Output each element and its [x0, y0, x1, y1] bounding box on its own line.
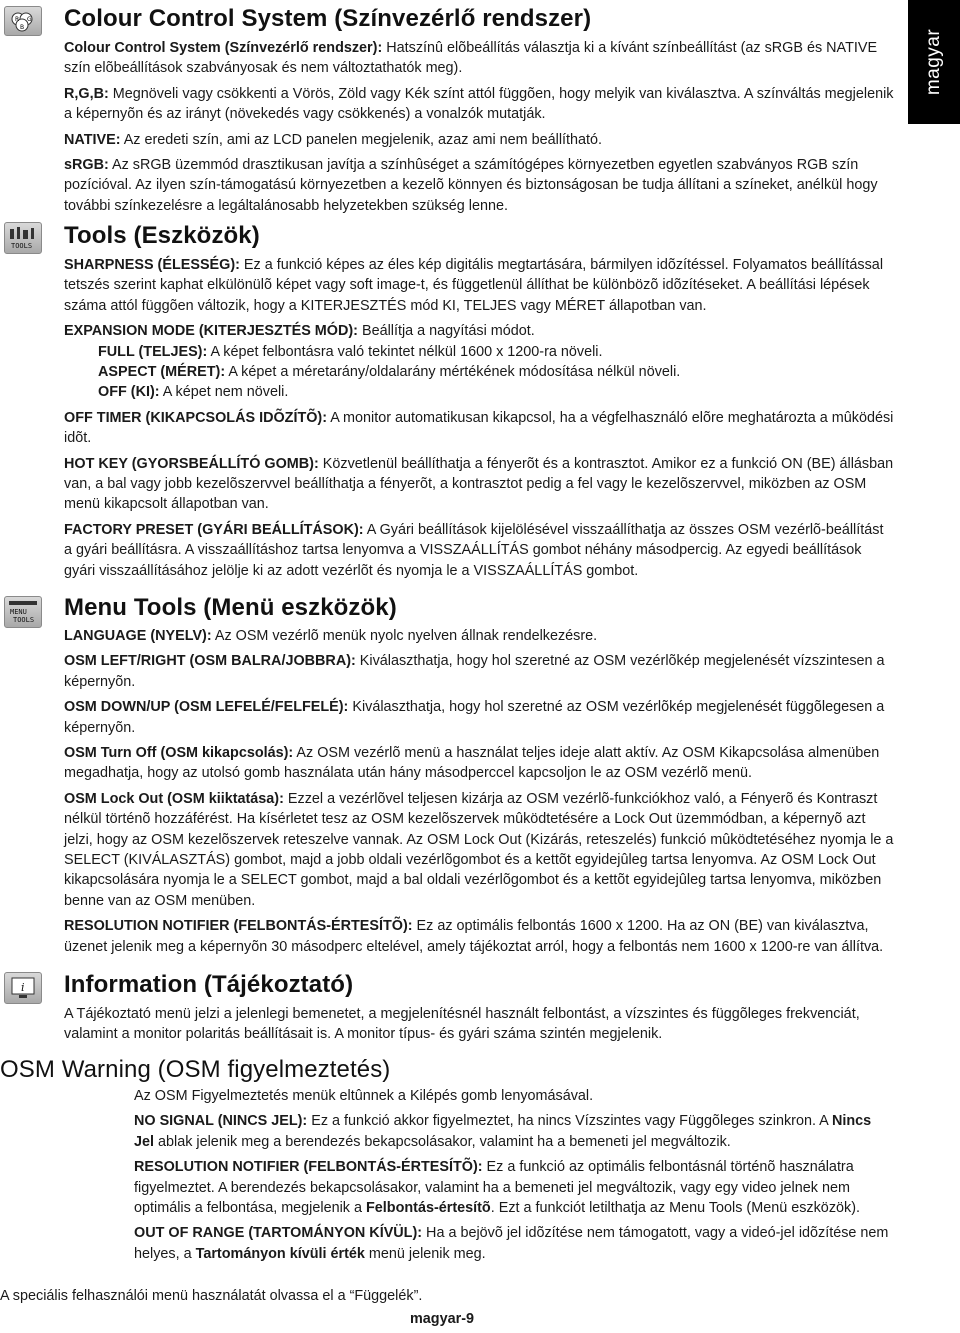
paragraph: [64, 255, 894, 316]
text: A Gyári beállítások kijelölésével visszaállíthatja az összes OSM vezérlõ-beállítást a gyári beállításra. A visszaállításhoz tartsa lenyomva a VISSZAÁLLÍTÁS gombot néhány másodpercig. Az egyedi beállítások gyári visszaállításához jelölje ki az adott vezérlõt és nyomja le a VISSZAÁLLÍTÁS gombot.: [64, 521, 884, 579]
paragraph: [64, 697, 894, 738]
term: NATIVE:: [64, 131, 121, 148]
text: Az sRGB üzemmód drasztikusan javítja a színhûséget a számítógépes környezetben egyetlen szabványos RGB szín pozícióval. Az ilyen szín-támogatású környezetben a kezelõ könnyen és biztonságosan be tudja állítani a színeket, anélkül hogy további színkezelésre a legáltalánosabb helyzetekben szükség lenne.: [64, 157, 878, 214]
term: OSM LEFT/RIGHT (OSM BALRA/JOBBRA):: [64, 653, 356, 670]
svg-text:TOOLS: TOOLS: [11, 242, 33, 250]
paragraph: [134, 1223, 894, 1264]
term: NO SIGNAL (NINCS JEL):: [134, 1113, 308, 1130]
svg-text:MENU: MENU: [10, 608, 27, 616]
rgb-icon: [4, 6, 42, 36]
paragraph: [64, 520, 894, 581]
term: OSM Lock Out (OSM kiiktatása):: [64, 790, 284, 807]
paragraph: [64, 454, 894, 515]
svg-text:TOOLS: TOOLS: [13, 616, 35, 624]
svg-text:R: R: [15, 16, 20, 23]
term: FULL (TELJES):: [98, 343, 208, 360]
page-number: magyar-9: [410, 1311, 474, 1327]
text: A képet felbontásra való tekintet nélkül 1600 x 1200-ra növeli.: [207, 343, 603, 360]
section-title-colour-control: Colour Control System (Színvezérlő rendszer): [64, 5, 592, 32]
svg-text:B: B: [20, 24, 25, 31]
section-title-osm-warning: OSM Warning (OSM figyelmeztetés): [0, 1056, 391, 1083]
term: OFF (KI):: [98, 384, 160, 401]
paragraph: A Tájékoztató menü jelzi a jelenlegi bemenetet, a megjelenítésnél használt felbontást, a vízszintes és függõleges frekvenciát, valamint a monitor polaritás beállításait is. A monitor típus- és gyári száma szintén megjelenik.: [64, 1006, 860, 1043]
paragraph: [64, 626, 894, 646]
language-tab-label: magyar: [923, 28, 945, 96]
text: Az eredeti szín, ami az LCD panelen megjelenik, azaz ami nem beállítható.: [120, 131, 603, 148]
term: OFF TIMER (KIKAPCSOLÁS IDÕZÍTÕ):: [64, 409, 328, 426]
text: Kiválaszthatja, hogy hol szeretné az OSM vezérlõkép megjelenését vízszintesen a képernyõn.: [64, 653, 885, 690]
language-side-tab: [908, 0, 960, 124]
text: Ezzel a vezérlõvel teljesen kizárja az OSM vezérlõ-funkciókhoz való, a Fényerõ és Kontraszt nélkül történõ hozzáférést. Ha kísérletet tesz az OSM kezelõszervek mûködtetésére a Lock Out üzemmódban, a képernyõ azt jelzi, hogy az OSM kezelõszervek reteszelve vannak. Az OSM Lock Out (Kizárás, reteszelés) funkció mûködtetéséhez nyomja le a SELECT (KIVÁLASZTÁS) gombot, majd a jobb oldali vezérlõgombot és a kettõt egyidejûleg tartsa lenyomva. Az OSM Lock Out kikapcsolására nyomja le a SELECT gombot, majd a bal oldali vezérlõgombot és a kettõt egyidejûleg tartsa lenyomva, miközben benne van az OSM menüben.: [64, 790, 894, 909]
term: RESOLUTION NOTIFIER (FELBONTÁS-ÉRTESÍTÕ):: [64, 918, 413, 935]
term: Nincs Jel: [134, 1113, 872, 1150]
text: Megnöveli vagy csökkenti a Vörös, Zöld vagy Kék színt attól függõen, hogy melyik van kiválasztva. A színváltás megjelenik a képernyõn és az irányt (növekedés vagy csökkenés) a vonalzók mutatják.: [64, 85, 894, 123]
term: R,G,B:: [64, 85, 109, 102]
term: EXPANSION MODE (KITERJESZTÉS MÓD):: [64, 323, 358, 340]
information-icon: [4, 972, 42, 1004]
text: Közvetlenül beállíthatja a fényerõt és a kontrasztot. Amikor ez a funkció ON (BE) állásban van, a bal vagy jobb kezelõszervvel beállíthatja a fényerõt, a kontrasztot pedig a fel vagy le kezelõszervvel, miközben az OSM menü kikapcsolt állapotban van.: [64, 455, 894, 513]
text: A monitor automatikusan kikapcsol, ha a végfelhasználó elõre meghatározta a mûködési idõt.: [64, 409, 894, 447]
term: HOT KEY (GYORSBEÁLLÍTÓ GOMB):: [64, 455, 319, 472]
term: LANGUAGE (NYELV):: [64, 628, 212, 644]
term: OSM DOWN/UP (OSM LEFELÉ/FELFELÉ):: [64, 699, 349, 716]
term: OUT OF RANGE (TARTOMÁNYON KÍVÜL):: [134, 1225, 423, 1242]
menu-tools-icon: [4, 596, 42, 628]
paragraph: [64, 342, 894, 362]
section-title-information: Information (Tájékoztató): [64, 971, 354, 998]
term: RESOLUTION NOTIFIER (FELBONTÁS-ÉRTESÍTÕ):: [134, 1159, 483, 1176]
term: OSM Turn Off (OSM kikapcsolás):: [64, 745, 294, 762]
paragraph: [64, 38, 894, 79]
text: Ez a funkció akkor figyelmeztet, ha nincs Vízszintes vagy Függõleges szinkron. A: [307, 1113, 832, 1130]
text: Ez a funkció képes az éles kép digitális megtartására, bármilyen idõzítéssel. Folyamatos beállítással tetszés szerint kaphat elkülönülõ képet vagy soft image-t, és függetlenül állíthat be különbözõ idõzítéseket. A beállítási lépések száma attól függõen változik, hogy a KITERJESZTÉS mód KI, TELJES vagy MÉRET állapotban van.: [64, 257, 884, 314]
term: ASPECT (MÉRET):: [98, 364, 226, 381]
menu-tools-body: [64, 626, 894, 962]
svg-text:G: G: [27, 16, 32, 23]
term: Colour Control System (Színvezérlő rendszer):: [64, 40, 383, 56]
paragraph: [64, 789, 894, 911]
text: Az OSM vezérlõ menük nyolc nyelven állnak rendelkezésre.: [211, 628, 598, 644]
paragraph: [64, 382, 894, 402]
colour-control-body: [64, 38, 894, 221]
term: sRGB:: [64, 157, 109, 174]
text: . Ezt a funkciót letilthatja az Menu Tools (Menü eszközök).: [490, 1200, 860, 1217]
text: Ez az optimális felbontás 1600 x 1200. Ha az ON (BE) van kiválasztva, üzenet jelenik meg a képernyõn 30 másodperc eltelével, amely tájékoztat arról, hogy a felbontás nem 1600 x 1200-re van állítva.: [64, 918, 884, 955]
section-title-tools: Tools (Eszközök): [64, 222, 260, 249]
paragraph: [64, 916, 894, 957]
text: Hatszínû elõbeállítás választja ki a kívánt színbeállítást (az sRGB és NATIVE szín elõbeállítások szabványosak és nem változtathatók meg).: [64, 40, 878, 77]
text: menü jelenik meg.: [364, 1245, 486, 1262]
text: ablak jelenik meg a berendezés bekapcsolásakor, valamint ha a bemeneti jel megváltozik.: [154, 1133, 731, 1150]
paragraph: [64, 651, 894, 692]
term: SHARPNESS (ÉLESSÉG):: [64, 257, 240, 273]
section-title-menu-tools: Menu Tools (Menü eszközök): [64, 594, 397, 621]
osm-warning-body: [134, 1086, 894, 1269]
paragraph: [64, 155, 894, 216]
paragraph: [64, 84, 894, 125]
paragraph: Az OSM Figyelmeztetés menük eltûnnek a Kilépés gomb lenyomásával.: [134, 1088, 594, 1104]
paragraph: [64, 321, 894, 341]
term: FACTORY PRESET (GYÁRI BEÁLLÍTÁSOK):: [64, 521, 364, 538]
text: Az OSM vezérlõ menü a használat teljes ideje alatt aktív. Az OSM Kikapcsolása almenüben megadhatja, hogy az utolsó gomb használata után hány másodperccel kapcsoljon le az OSM vezérlõ menü.: [64, 745, 880, 782]
text: A képet a méretarány/oldalarány mértékének módosítása nélkül növeli.: [225, 364, 681, 381]
paragraph: [64, 362, 894, 382]
tools-body: [64, 255, 894, 586]
footnote: A speciális felhasználói menü használatát olvassa el a “Függelék”.: [0, 1288, 423, 1304]
paragraph: [64, 130, 894, 150]
text: A képet nem növeli.: [159, 384, 289, 401]
paragraph: [134, 1111, 894, 1152]
text: Beállítja a nagyítási módot.: [357, 323, 535, 340]
text: Kiválaszthatja, hogy hol szeretné az OSM vezérlõkép megjelenését függõlegesen a képernyõn.: [64, 699, 885, 736]
text: Ha a bejövõ jel idõzítése nem támogatott, vagy a videó-jel idõzítése nem helyes, a: [134, 1225, 889, 1262]
term: Tartományon kívüli érték: [195, 1245, 365, 1262]
svg-text:i: i: [21, 981, 25, 994]
paragraph: [64, 743, 894, 784]
term: Felbontás-értesítõ: [365, 1200, 491, 1217]
information-body: [64, 1004, 894, 1050]
paragraph: [134, 1157, 894, 1218]
tools-icon: [4, 222, 42, 254]
paragraph: [64, 408, 894, 449]
text: Ez a funkció az optimális felbontásnál történõ használatra figyelmeztet. A berendezés bekapcsolásakor, valamint ha a bemeneti jel megváltozik, vagy egy video jelnek nem optimális a felbontása, megjelenik a: [134, 1159, 854, 1217]
